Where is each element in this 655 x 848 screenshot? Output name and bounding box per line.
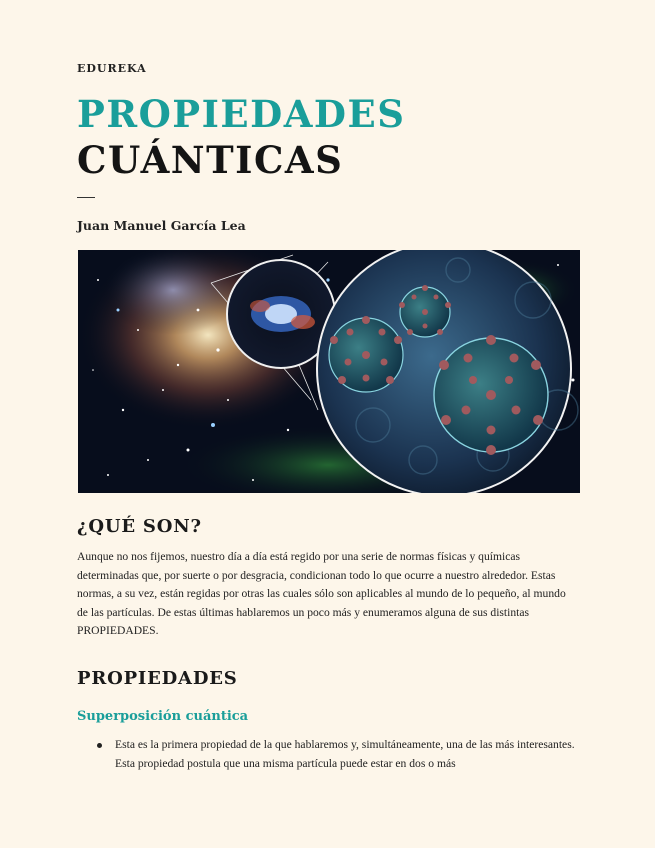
title-divider — [77, 197, 95, 198]
list-item-text: Esta es la primera propiedad de la que hablaremos y, simultáneamente, una de las más interesantes. Esta propiedad postula que una misma partícula puede estar en dos o más — [115, 738, 575, 770]
bullet-icon — [97, 743, 102, 748]
section-heading-what: ¿QUÉ SON? — [77, 516, 202, 537]
title-line-2: CUÁNTICAS — [77, 138, 344, 182]
organization-label: EDUREKA — [77, 62, 147, 75]
author-name: Juan Manuel García Lea — [77, 218, 246, 233]
intro-paragraph: Aunque no nos fijemos, nuestro día a día está regido por una serie de normas físicas y químicas determinadas que, por suerte o por desgracia, condicionan todo lo que ocurre a nuestro alrededor. Estas normas, a su vez, están regidas por otras las cuales sólo son aplicables al mundo de lo pequeño, al mundo de las partículas. De estas últimas hablaremos un poco más y enumeramos alguna de sus distintas PROPIEDADES. — [77, 550, 566, 638]
galaxy-molecules-illustration — [78, 250, 580, 493]
list-item — [97, 736, 590, 773]
hero-image — [78, 250, 580, 493]
title-line-1: PROPIEDADES — [77, 92, 406, 136]
section-heading-properties: PROPIEDADES — [77, 668, 238, 689]
subheading-superposition: Superposición cuántica — [77, 709, 249, 724]
